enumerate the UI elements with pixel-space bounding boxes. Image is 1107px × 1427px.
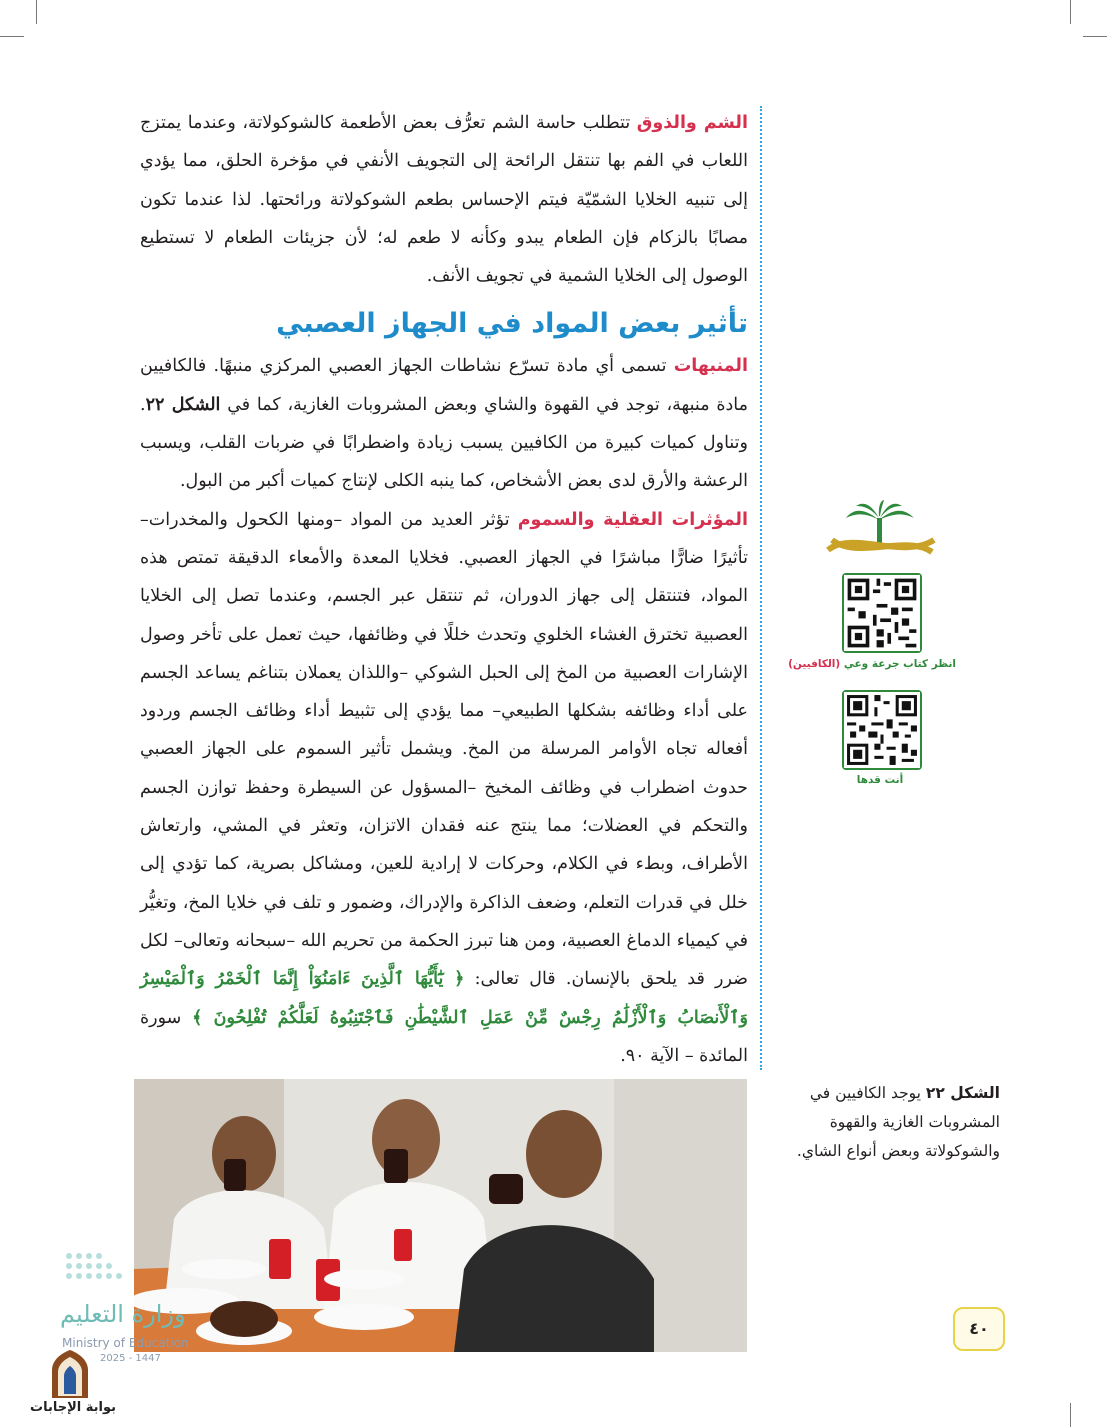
qr-code-book[interactable] [842,573,922,653]
portal-label: بوابة الإجابات [30,1400,116,1415]
toxins-text: تؤثر العديد من المواد –ومنها الكحول والمخدرات– تأثيرًا ضارًّا مباشرًا في الجهاز العصبي. فخلايا المعدة والأمعاء الدقيقة تمتص هذه المواد، فتنتقل إلى جهاز الدوران، ثم تنتقل عبر الجسم، وعندما تصل إلى الخلايا العصبية تخترق الغشاء الخلوي وتحدث خللًا في وظائفها، حيث تعمل على تأخر وصول الإشارات العصبية من المخ إلى الحبل الشوكي –واللذان يعملان بتناغم يساعد الجسم على أداء وظائفه بشكلها الطبيعي– مما يؤدي إلى تثبيط أداء وظائف الجسم وردود أفعاله تجاه الأوامر المرسلة من المخ. ويشمل تأثير السموم على الجهاز العصبي حدوث اضطراب في وظائف المخيخ –المسؤول عن السيطرة وحفظ توازن الجسم والتحكم في العضلات؛ مما ينتج عنه فقدان الاتزان، وتعثر في المشي، وارتعاش الأطراف، وبطء في الكلام، وحركات لا إرادية للعين، ومشاكل بصرية، كما تؤدي إلى خلل في قدرات التعلم، وضعف الذاكرة والإدراك، وضمور و تلف في خلايا المخ، وتغيُّر في كيمياء الدماغ العصبية، ومن هنا تبرز الحكمة من تحريم الله –سبحانه وتعالى– لكل ضرر قد يلحق بالإنسان. قال تعالى: [140,509,749,990]
palm-swords-emblem-icon [822,500,938,580]
qr-label-book [788,658,956,670]
qr-code-icon [844,692,920,768]
qr-label-book-sub: (الكافيين) [788,658,841,670]
crop-mark [1070,0,1071,24]
ministry-year: 2025 - 1447 [100,1353,161,1364]
smell-text: تتطلب حاسة الشم تعرُّف بعض الأطعمة كالشوكولاتة، وعندما يمتزج اللعاب في الفم بها تنتقل الرائحة إلى التجويف الأنفي في مؤخرة الحلق، مما يؤدي إلى تنبيه الخلايا الشمّيّة فيتم الإحساس بطعم الشوكولاتة ورائحتها. لذا عندما تكون مصابًا بالزكام فإن الطعام يبدو وكأنه لا طعم له؛ لأن جزيئات الطعام لا تستطيع الوصول إلى الخلايا الشمية في تجويف الأنف. [140,113,748,287]
crop-mark [36,0,37,24]
verse-reference: سورة المائدة – الآية ٩٠. [140,1007,748,1066]
stimulants-text-a: تسمى أي مادة تسرّع نشاطات الجهاز العصبي المركزي منبهًا. فالكافيين مادة منبهة، توجد في القهوة والشاي وبعض المشروبات الغازية، كما في [140,356,748,415]
qr-label-try: أنت قدها [856,774,904,786]
paragraph-toxins [140,501,748,1075]
keyword-stimulants: المنبهات [673,356,748,377]
section-heading: تأثير بعض المواد في الجهاز العصبي [276,308,748,340]
paragraph-stimulants [140,347,748,500]
ministry-name-en: Ministry of Education [62,1336,189,1350]
figure-label: الشكل ٢٢ [925,1084,1000,1102]
paragraph-smell [140,104,748,295]
figure-reference: الشكل ٢٢ [145,394,221,415]
mosque-portal-logo-icon [48,1348,92,1400]
crop-mark [1070,1403,1071,1427]
keyword-smell: الشم والذوق [636,113,748,133]
figure-caption-text: يوجد الكافيين في المشروبات الغازية والقهوة والشوكولاتة وبعض أنواع الشاي. [796,1084,1000,1160]
ministry-name-ar: وزارة التعليم [60,1300,186,1328]
qr-code-try[interactable] [842,690,922,770]
figure-caption [760,1079,1000,1166]
qr-label-book-text: انظر كتاب جرعة وعي [843,658,956,670]
figure-photo [134,1079,747,1352]
qr-code-icon [844,575,920,651]
crop-mark [0,36,24,37]
keyword-toxins: المؤثرات العقلية والسموم [517,509,748,530]
page-number: ٤٠ [953,1307,1005,1351]
quran-verse: ﴿ يَٰٓأَيُّهَا ٱلَّذِينَ ءَامَنُوٓاْ إِنَّمَا ٱلْخَمْرُ وَٱلْمَيْسِرُ وَٱلْأَنصَابُ وَٱلْأَزْلَٰمُ رِجْسٌ مِّنْ عَمَلِ ٱلشَّيْطَٰنِ فَٱجْتَنِبُوهُ لَعَلَّكُمْ تُفْلِحُونَ ﴾ [140,969,748,1028]
column-divider [760,106,762,1070]
stimulants-text-b: . وتناول كميات كبيرة من الكافيين يسبب زيادة واضطرابًا في ضربات القلب، ويسبب الرعشة والأرق لدى بعض الأشخاص، كما ينبه الكلى لإنتاج كميات أكبر من البول. [140,394,748,492]
crop-mark [1083,36,1107,37]
text-column [140,104,748,1075]
students-drinking-illustration [134,1079,747,1352]
